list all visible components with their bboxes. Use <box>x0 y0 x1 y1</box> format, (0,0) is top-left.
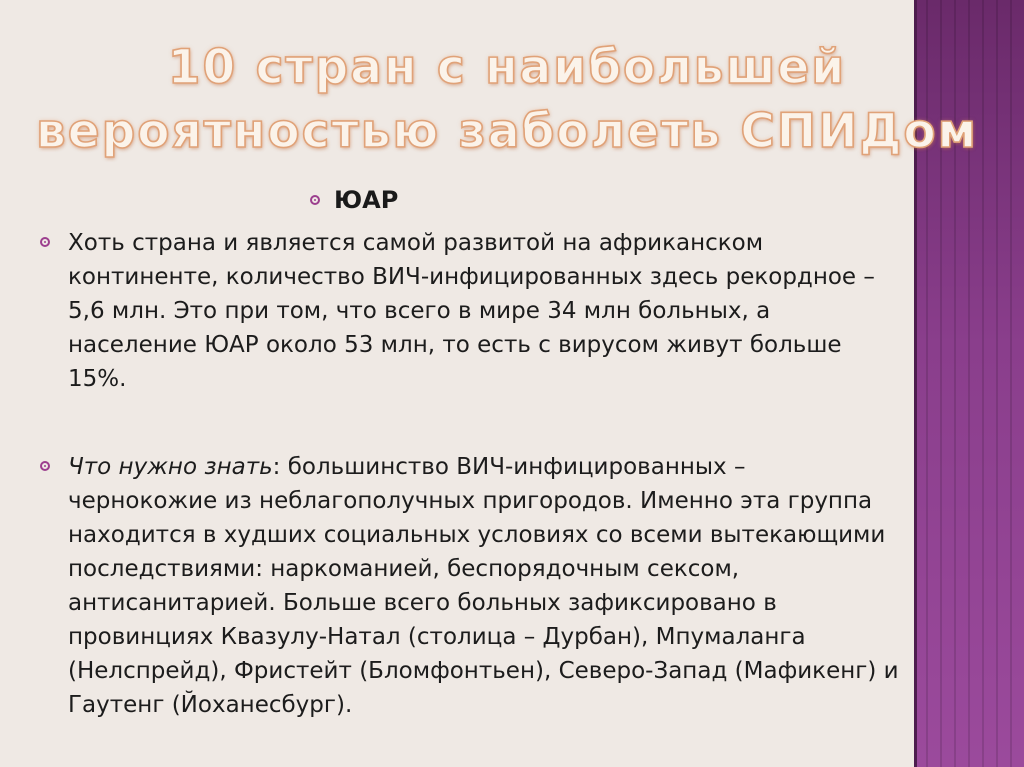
bullet-icon <box>40 461 50 471</box>
slide-title <box>0 36 1014 164</box>
paragraph-2-separator: : <box>272 454 288 480</box>
slide-subtitle: ЮАР <box>334 186 399 214</box>
paragraph-1 <box>40 226 900 396</box>
subtitle-row <box>310 186 398 214</box>
paragraph-2-label: Что нужно знать <box>68 454 273 480</box>
slide-title-line-2: вероятностью заболеть СПИДом <box>35 104 979 159</box>
slide-title-line-1: 10 стран с наибольшей <box>167 40 847 95</box>
bullet-icon <box>310 195 320 205</box>
paragraph-2-text <box>68 450 900 722</box>
bullet-icon <box>40 237 50 247</box>
paragraph-2 <box>40 450 900 722</box>
paragraph-2-body: большинство ВИЧ-инфицированных – чернокожие из неблагополучных пригородов. Именно эта группа находится в худших социальных условиях со всеми вытекающими последствиями: наркоманией, беспорядочным сексом, антисанитарией. Больше всего больных зафиксировано в провинциях Квазулу-Натал (столица – Дурбан), Мпумаланга (Нелспрейд), Фристейт (Бломфонтьен), Северо-Запад (Мафикенг) и Гаутенг (Йоханесбург). <box>68 454 899 718</box>
paragraph-1-text: Хоть страна и является самой развитой на африканском континенте, количество ВИЧ-инфицированных здесь рекордное – 5,6 млн. Это при том, что всего в мире 34 млн больных, а население ЮАР около 53 млн, то есть с вирусом живут больше 15%. <box>68 230 875 392</box>
